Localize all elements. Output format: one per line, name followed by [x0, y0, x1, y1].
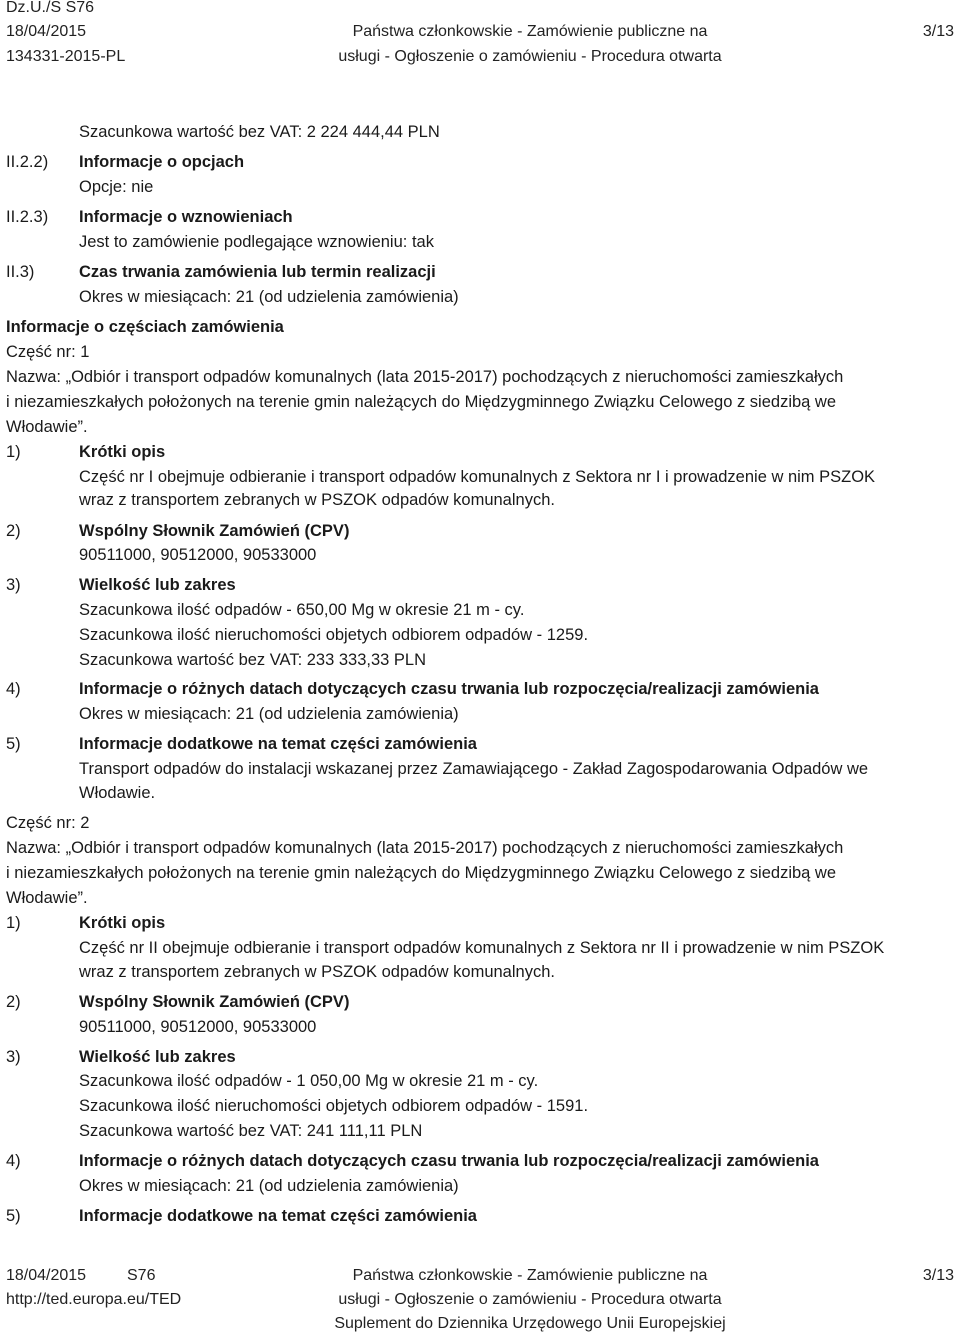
item-number: 3) — [6, 576, 21, 594]
item-number: 2) — [6, 522, 21, 540]
renewal-value: Jest to zamówienie podlegające wznowieniu: tak — [79, 233, 434, 251]
item-text: Włodawie. — [79, 784, 156, 802]
item-text: Okres w miesiącach: 21 (od udzielenia zamówienia) — [79, 705, 459, 723]
section-title: Informacje o wznowieniach — [79, 208, 293, 226]
item-title: Informacje o różnych datach dotyczących czasu trwania lub rozpoczęcia/realizacji zamówienia — [79, 1152, 819, 1170]
lot-name-line: Włodawie”. — [6, 889, 88, 907]
section-title: Czas trwania zamówienia lub termin realizacji — [79, 263, 436, 281]
item-number: 1) — [6, 914, 21, 932]
lot-name-line: i niezamieszkałych położonych na terenie gmin należących do Międzygminnego Związku Celowego z siedzibą we — [6, 393, 837, 411]
lot-name-line: i niezamieszkałych położonych na terenie gmin należących do Międzygminnego Związku Celowego z siedzibą we — [6, 864, 837, 882]
item-number: 2) — [6, 993, 21, 1011]
item-number: 4) — [6, 680, 21, 698]
item-title: Wielkość lub zakres — [79, 576, 236, 594]
item-text: Szacunkowa wartość bez VAT: 241 111,11 PLN — [79, 1122, 423, 1140]
lot-number: Część nr: 1 — [6, 343, 90, 361]
item-number: 1) — [6, 443, 21, 461]
item-title: Wspólny Słownik Zamówień (CPV) — [79, 522, 350, 540]
duration-value: Okres w miesiącach: 21 (od udzielenia zamówienia) — [79, 288, 459, 306]
item-title: Krótki opis — [79, 443, 166, 461]
item-number: 5) — [6, 735, 21, 753]
lot-name-line: Nazwa: „Odbiór i transport odpadów komunalnych (lata 2015-2017) pochodzących z nieruchomości zamieszkałych — [6, 368, 844, 386]
header-page-number: 3/13 — [922, 23, 954, 40]
lot-name-line: Nazwa: „Odbiór i transport odpadów komunalnych (lata 2015-2017) pochodzących z nieruchomości zamieszkałych — [6, 839, 844, 857]
item-text: wraz z transportem zebranych w PSZOK odpadów komunalnych. — [79, 491, 555, 509]
item-text: Część nr II obejmuje odbieranie i transport odpadów komunalnych z Sektora nr II i prowadzenie w nim PSZOK — [79, 939, 885, 957]
footer-title-line2: usługi - Ogłoszenie o zamówieniu - Procedura otwarta — [338, 1291, 722, 1308]
item-text: 90511000, 90512000, 90533000 — [79, 546, 317, 564]
item-title: Wielkość lub zakres — [79, 1048, 236, 1066]
item-text: Transport odpadów do instalacji wskazanej przez Zamawiającego - Zakład Zagospodarowania Odpadów we — [79, 760, 869, 778]
item-title: Informacje dodatkowe na temat części zamówienia — [79, 1207, 477, 1225]
item-title: Informacje dodatkowe na temat części zamówienia — [79, 735, 477, 753]
item-number: 4) — [6, 1152, 21, 1170]
footer-page-number: 3/13 — [922, 1267, 954, 1284]
item-text: Szacunkowa ilość nieruchomości objetych odbiorem odpadów - 1591. — [79, 1097, 589, 1115]
item-text: Szacunkowa ilość odpadów - 1 050,00 Mg w okresie 21 m - cy. — [79, 1072, 539, 1090]
item-text: 90511000, 90512000, 90533000 — [79, 1018, 317, 1036]
estimated-value: Szacunkowa wartość bez VAT: 2 224 444,44 PLN — [79, 123, 440, 141]
footer-title-line3: Suplement do Dziennika Urzędowego Unii Europejskiej — [334, 1315, 726, 1332]
section-title: Informacje o opcjach — [79, 153, 245, 171]
section-number: II.2.2) — [6, 153, 49, 171]
lot-number: Część nr: 2 — [6, 814, 90, 832]
item-number: 3) — [6, 1048, 21, 1066]
options-value: Opcje: nie — [79, 178, 154, 196]
item-title: Wspólny Słownik Zamówień (CPV) — [79, 993, 350, 1011]
footer-date: 18/04/2015 — [6, 1267, 87, 1284]
section-number: II.3) — [6, 263, 35, 281]
item-title: Krótki opis — [79, 914, 166, 932]
item-number: 5) — [6, 1207, 21, 1225]
header-date: 18/04/2015 — [6, 23, 87, 40]
item-text: Szacunkowa wartość bez VAT: 233 333,33 PLN — [79, 651, 426, 669]
item-text: wraz z transportem zebranych w PSZOK odpadów komunalnych. — [79, 963, 555, 981]
footer-series: S76 — [127, 1267, 156, 1284]
item-text: Okres w miesiącach: 21 (od udzielenia zamówienia) — [79, 1177, 459, 1195]
lots-heading: Informacje o częściach zamówienia — [6, 318, 284, 336]
item-title: Informacje o różnych datach dotyczących czasu trwania lub rozpoczęcia/realizacji zamówienia — [79, 680, 819, 698]
item-text: Szacunkowa ilość odpadów - 650,00 Mg w okresie 21 m - cy. — [79, 601, 525, 619]
header-title-line1: Państwa członkowskie - Zamówienie publiczne na — [352, 23, 708, 40]
journal-ref: Dz.U./S S76 — [6, 0, 95, 16]
item-text: Szacunkowa ilość nieruchomości objetych odbiorem odpadów - 1259. — [79, 626, 589, 644]
header-title-line2: usługi - Ogłoszenie o zamówieniu - Procedura otwarta — [338, 48, 722, 65]
item-text: Część nr I obejmuje odbieranie i transport odpadów komunalnych z Sektora nr I i prowadzenie w nim PSZOK — [79, 468, 876, 486]
section-number: II.2.3) — [6, 208, 49, 226]
footer-title-line1: Państwa członkowskie - Zamówienie publiczne na — [352, 1267, 708, 1284]
notice-id: 134331-2015-PL — [6, 48, 126, 65]
footer-url[interactable]: http://ted.europa.eu/TED — [6, 1291, 182, 1308]
lot-name-line: Włodawie”. — [6, 418, 88, 436]
